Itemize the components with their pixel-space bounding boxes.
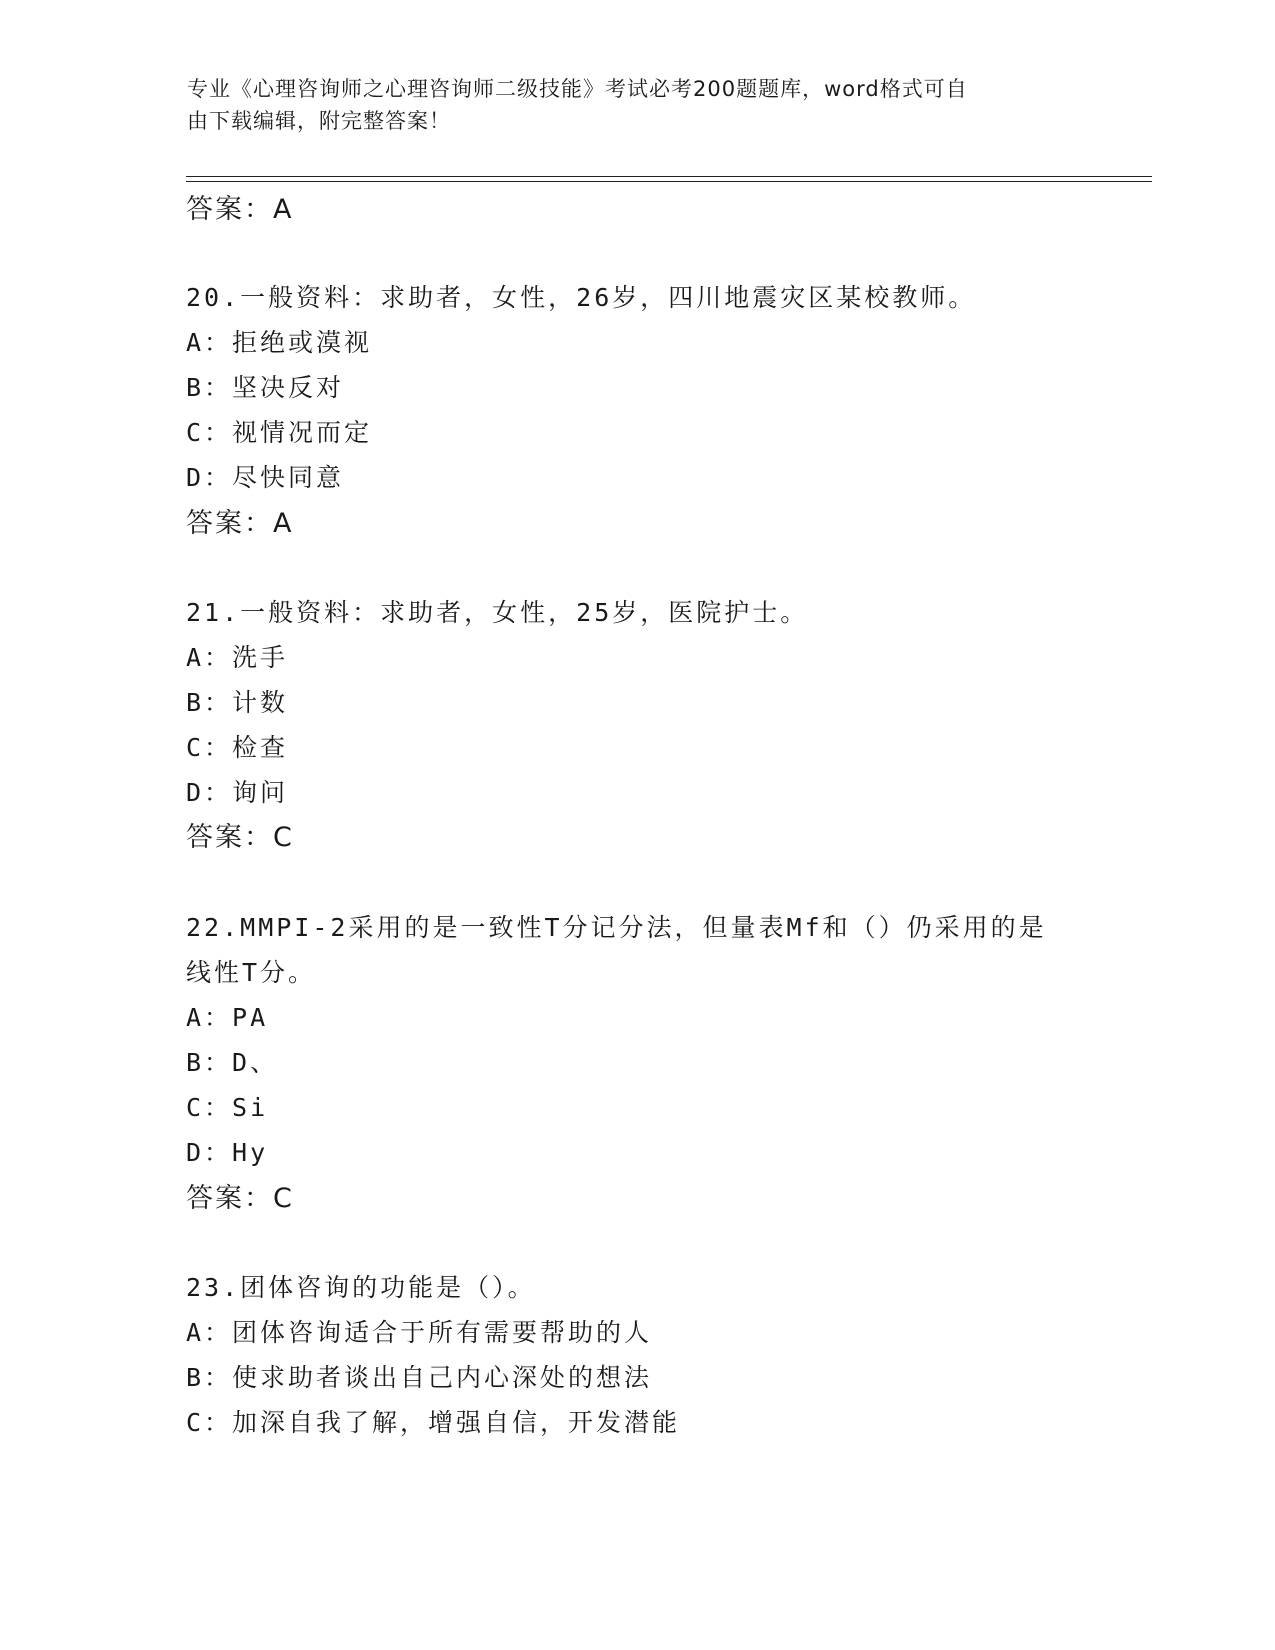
question-23-stem: 23.团体咨询的功能是（）。: [186, 1273, 536, 1302]
question-20-answer: 答案：A: [186, 508, 294, 539]
question-22-option-c: C：Si: [186, 1093, 269, 1122]
document-header: [187, 73, 1067, 137]
answer-19: 答案：A: [186, 194, 294, 225]
question-22-option-d: D：Hy: [186, 1138, 269, 1167]
question-20-option-d: D：尽快同意: [186, 463, 345, 492]
header-divider-top: [186, 176, 1152, 177]
question-22-option-b: B：D、: [186, 1048, 279, 1077]
header-divider-bottom: [186, 181, 1152, 182]
question-23-option-c: C：加深自我了解，增强自信，开发潜能: [186, 1408, 681, 1437]
question-22-answer: 答案：C: [186, 1183, 294, 1214]
question-22-option-a: A：PA: [186, 1003, 269, 1032]
question-20-option-b: B：坚决反对: [186, 373, 345, 402]
question-22-stem-line-1: 22.MMPI-2采用的是一致性T分记分法，但量表Mf和（）仍采用的是: [186, 913, 1047, 942]
question-23-option-b: B：使求助者谈出自己内心深处的想法: [186, 1363, 653, 1392]
question-20-option-a: A：拒绝或漠视: [186, 328, 373, 357]
question-23-option-a: A：团体咨询适合于所有需要帮助的人: [186, 1318, 653, 1347]
header-line-2: 由下载编辑，附完整答案！: [187, 109, 451, 133]
question-20-option-c: C：视情况而定: [186, 418, 373, 447]
header-line-1: 专业《心理咨询师之心理咨询师二级技能》考试必考200题题库，word格式可自: [187, 77, 968, 101]
question-22-stem-line-2: 线性T分。: [186, 958, 317, 987]
question-21-stem: 21.一般资料：求助者，女性，25岁，医院护士。: [186, 598, 809, 627]
question-21-option-d: D：询问: [186, 778, 289, 807]
question-21-option-b: B：计数: [186, 688, 289, 717]
question-21-option-c: C：检查: [186, 733, 289, 762]
question-21-answer: 答案：C: [186, 822, 294, 853]
question-21-option-a: A：洗手: [186, 643, 289, 672]
question-20-stem: 20.一般资料：求助者，女性，26岁，四川地震灾区某校教师。: [186, 283, 977, 312]
